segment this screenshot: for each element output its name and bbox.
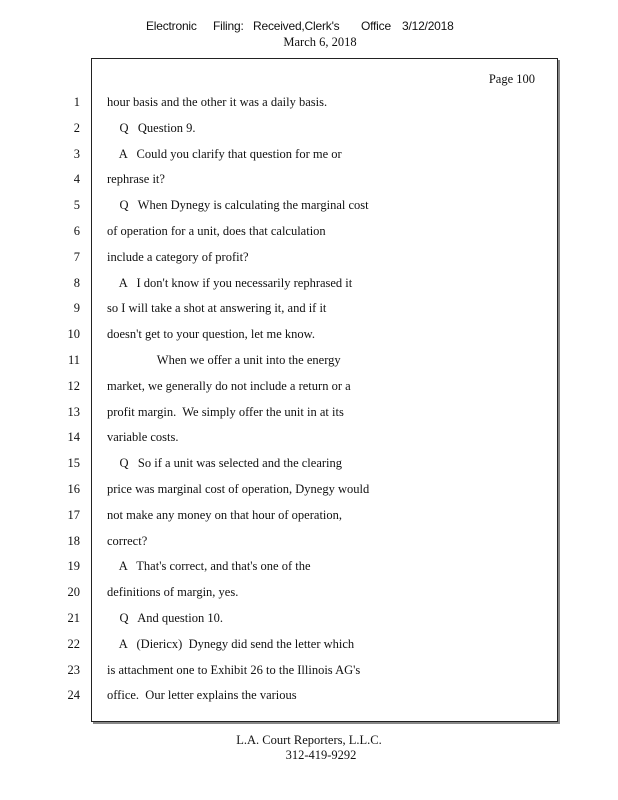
line-text: include a category of profit?	[107, 250, 249, 264]
line-number: 14	[67, 430, 80, 444]
line-text: variable costs.	[107, 430, 179, 444]
line-number: 4	[73, 172, 80, 186]
line-number: 2	[73, 121, 80, 135]
line-number: 9	[73, 301, 80, 315]
footer-company: L.A. Court Reporters, L.L.C.	[236, 733, 382, 747]
filing-stamp-office: Office	[361, 19, 391, 33]
line-text: A Could you clarify that question for me or	[107, 147, 342, 161]
line-number: 23	[67, 663, 80, 677]
line-number: 7	[73, 250, 80, 264]
line-text: rephrase it?	[107, 172, 165, 186]
page-number: Page 100	[488, 72, 535, 86]
filing-stamp-received: Received,Clerk's	[253, 19, 340, 33]
line-number: 12	[67, 379, 80, 393]
filing-stamp-date: 3/12/2018	[402, 19, 454, 33]
line-text: office. Our letter explains the various	[107, 688, 297, 702]
filing-stamp-filing: Filing:	[213, 19, 244, 33]
line-number: 3	[73, 147, 80, 161]
line-number: 5	[73, 198, 80, 212]
line-text: of operation for a unit, does that calculation	[107, 224, 326, 238]
line-text: doesn't get to your question, let me know.	[107, 327, 316, 341]
line-number: 13	[67, 405, 80, 419]
line-text: Q Question 9.	[107, 121, 196, 135]
line-number: 24	[67, 688, 80, 702]
line-text: A That's correct, and that's one of the	[107, 559, 311, 573]
line-number: 19	[67, 559, 80, 573]
line-text: A (Diericx) Dynegy did send the letter which	[107, 637, 355, 651]
line-number: 8	[73, 276, 80, 290]
line-number: 6	[73, 224, 80, 238]
line-number: 17	[67, 508, 80, 522]
transcript-date: March 6, 2018	[283, 35, 357, 49]
line-text: profit margin. We simply offer the unit in at its	[107, 405, 344, 419]
footer-phone: 312-419-9292	[285, 748, 357, 762]
line-number: 10	[67, 327, 80, 341]
line-number: 20	[67, 585, 80, 599]
filing-stamp-electronic: Electronic	[146, 19, 197, 33]
line-number: 15	[67, 456, 80, 470]
line-text: market, we generally do not include a return or a	[107, 379, 351, 393]
line-text: is attachment one to Exhibit 26 to the Illinois AG's	[107, 663, 361, 677]
line-number: 11	[67, 353, 80, 367]
line-text: hour basis and the other it was a daily basis.	[107, 95, 328, 109]
line-text: price was marginal cost of operation, Dynegy would	[107, 482, 370, 496]
line-text: correct?	[107, 534, 148, 548]
line-text: definitions of margin, yes.	[107, 585, 239, 599]
line-number: 18	[67, 534, 80, 548]
line-text: Q And question 10.	[107, 611, 223, 625]
line-text: A I don't know if you necessarily rephrased it	[107, 276, 353, 290]
line-text: so I will take a shot at answering it, and if it	[107, 301, 327, 315]
line-text: not make any money on that hour of operation,	[107, 508, 343, 522]
line-number: 1	[73, 95, 80, 109]
line-text: Q When Dynegy is calculating the marginal cost	[107, 198, 369, 212]
line-number: 22	[67, 637, 80, 651]
line-text: When we offer a unit into the energy	[107, 353, 341, 367]
line-number: 16	[67, 482, 80, 496]
line-text: Q So if a unit was selected and the clearing	[107, 456, 342, 470]
line-number: 21	[67, 611, 80, 625]
